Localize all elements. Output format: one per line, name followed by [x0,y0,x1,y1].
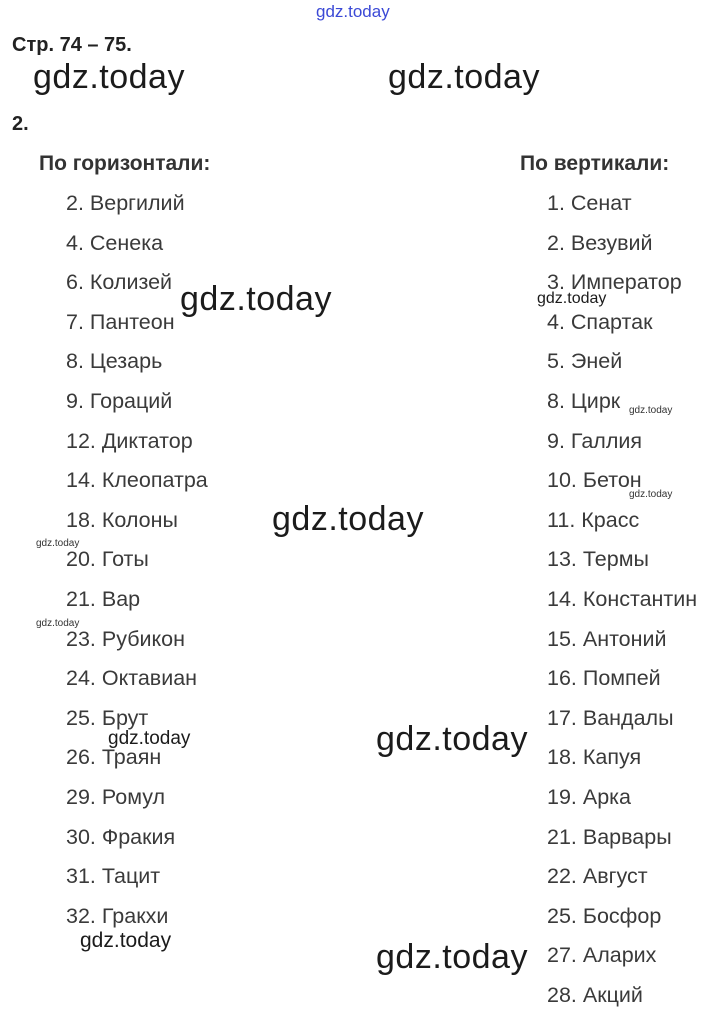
task-number: 2. [12,113,29,135]
list-item: 8. Цезарь [66,349,163,374]
horizontal-heading: По горизонтали: [39,152,211,175]
watermark: gdz.today [33,58,185,96]
list-item: 19. Арка [547,784,631,809]
watermark: gdz.today [629,405,673,416]
list-item: 25. Брут [66,705,149,730]
top-watermark: gdz.today [316,2,390,21]
list-item: 2. Вергилий [66,191,185,215]
list-item: 9. Галлия [547,428,643,453]
list-item: 15. Антоний [547,626,667,651]
list-item: 29. Ромул [66,784,166,809]
list-item: 21. Вар [66,586,141,611]
list-item: 28. Акций [547,982,643,1007]
list-item: 14. Клеопатра [66,468,208,493]
list-item: 10. Бетон [547,468,642,493]
watermark: gdz.today [376,938,528,976]
list-item: 22. Август [547,864,648,889]
list-item: 18. Капуя [547,745,642,770]
list-item: 12. Диктатор [66,428,193,453]
watermark: gdz.today [272,500,424,538]
list-item: 31. Тацит [66,864,161,889]
list-item: 11. Красс [547,507,640,532]
list-item: 16. Помпей [547,666,661,691]
watermark: gdz.today [388,58,540,96]
watermark: gdz.today [36,538,80,549]
list-item: 3. Император [547,270,682,295]
list-item: 4. Сенека [66,230,164,255]
watermark: gdz.today [36,618,80,629]
vertical-heading: По вертикали: [520,152,670,175]
list-item: 32. Гракхи [66,903,169,928]
list-item: 14. Константин [547,586,698,611]
watermark: gdz.today [80,929,172,952]
list-item: 23. Рубикон [66,626,185,651]
list-item: 8. Цирк [547,388,621,413]
watermark: gdz.today [376,720,528,758]
list-item: 2. Везувий [547,230,653,255]
list-item: 17. Вандалы [547,705,674,730]
list-item: 20. Готы [66,547,149,572]
list-item: 24. Октавиан [66,666,198,691]
vertical-answer-list [547,190,697,1021]
list-item: 6. Колизей [66,270,173,295]
watermark: gdz.today [108,728,191,749]
list-item: 5. Эней [547,349,623,374]
list-item: 27. Аларих [547,943,657,968]
page-heading: Стр. 74 – 75. [12,34,132,56]
list-item: 13. Термы [547,547,649,572]
watermark: gdz.today [629,489,673,500]
list-item: 21. Варвары [547,824,672,849]
watermark: gdz.today [180,280,332,318]
list-item: 30. Фракия [66,824,176,849]
list-item: 1. Сенат [547,191,632,215]
list-item: 26. Траян [66,745,162,770]
list-item: 18. Колоны [66,507,178,532]
watermark: gdz.today [537,290,607,307]
list-item: 7. Пантеон [66,309,175,334]
list-item: 9. Гораций [66,388,173,413]
list-item: 4. Спартак [547,309,653,334]
list-item: 25. Босфор [547,903,662,928]
